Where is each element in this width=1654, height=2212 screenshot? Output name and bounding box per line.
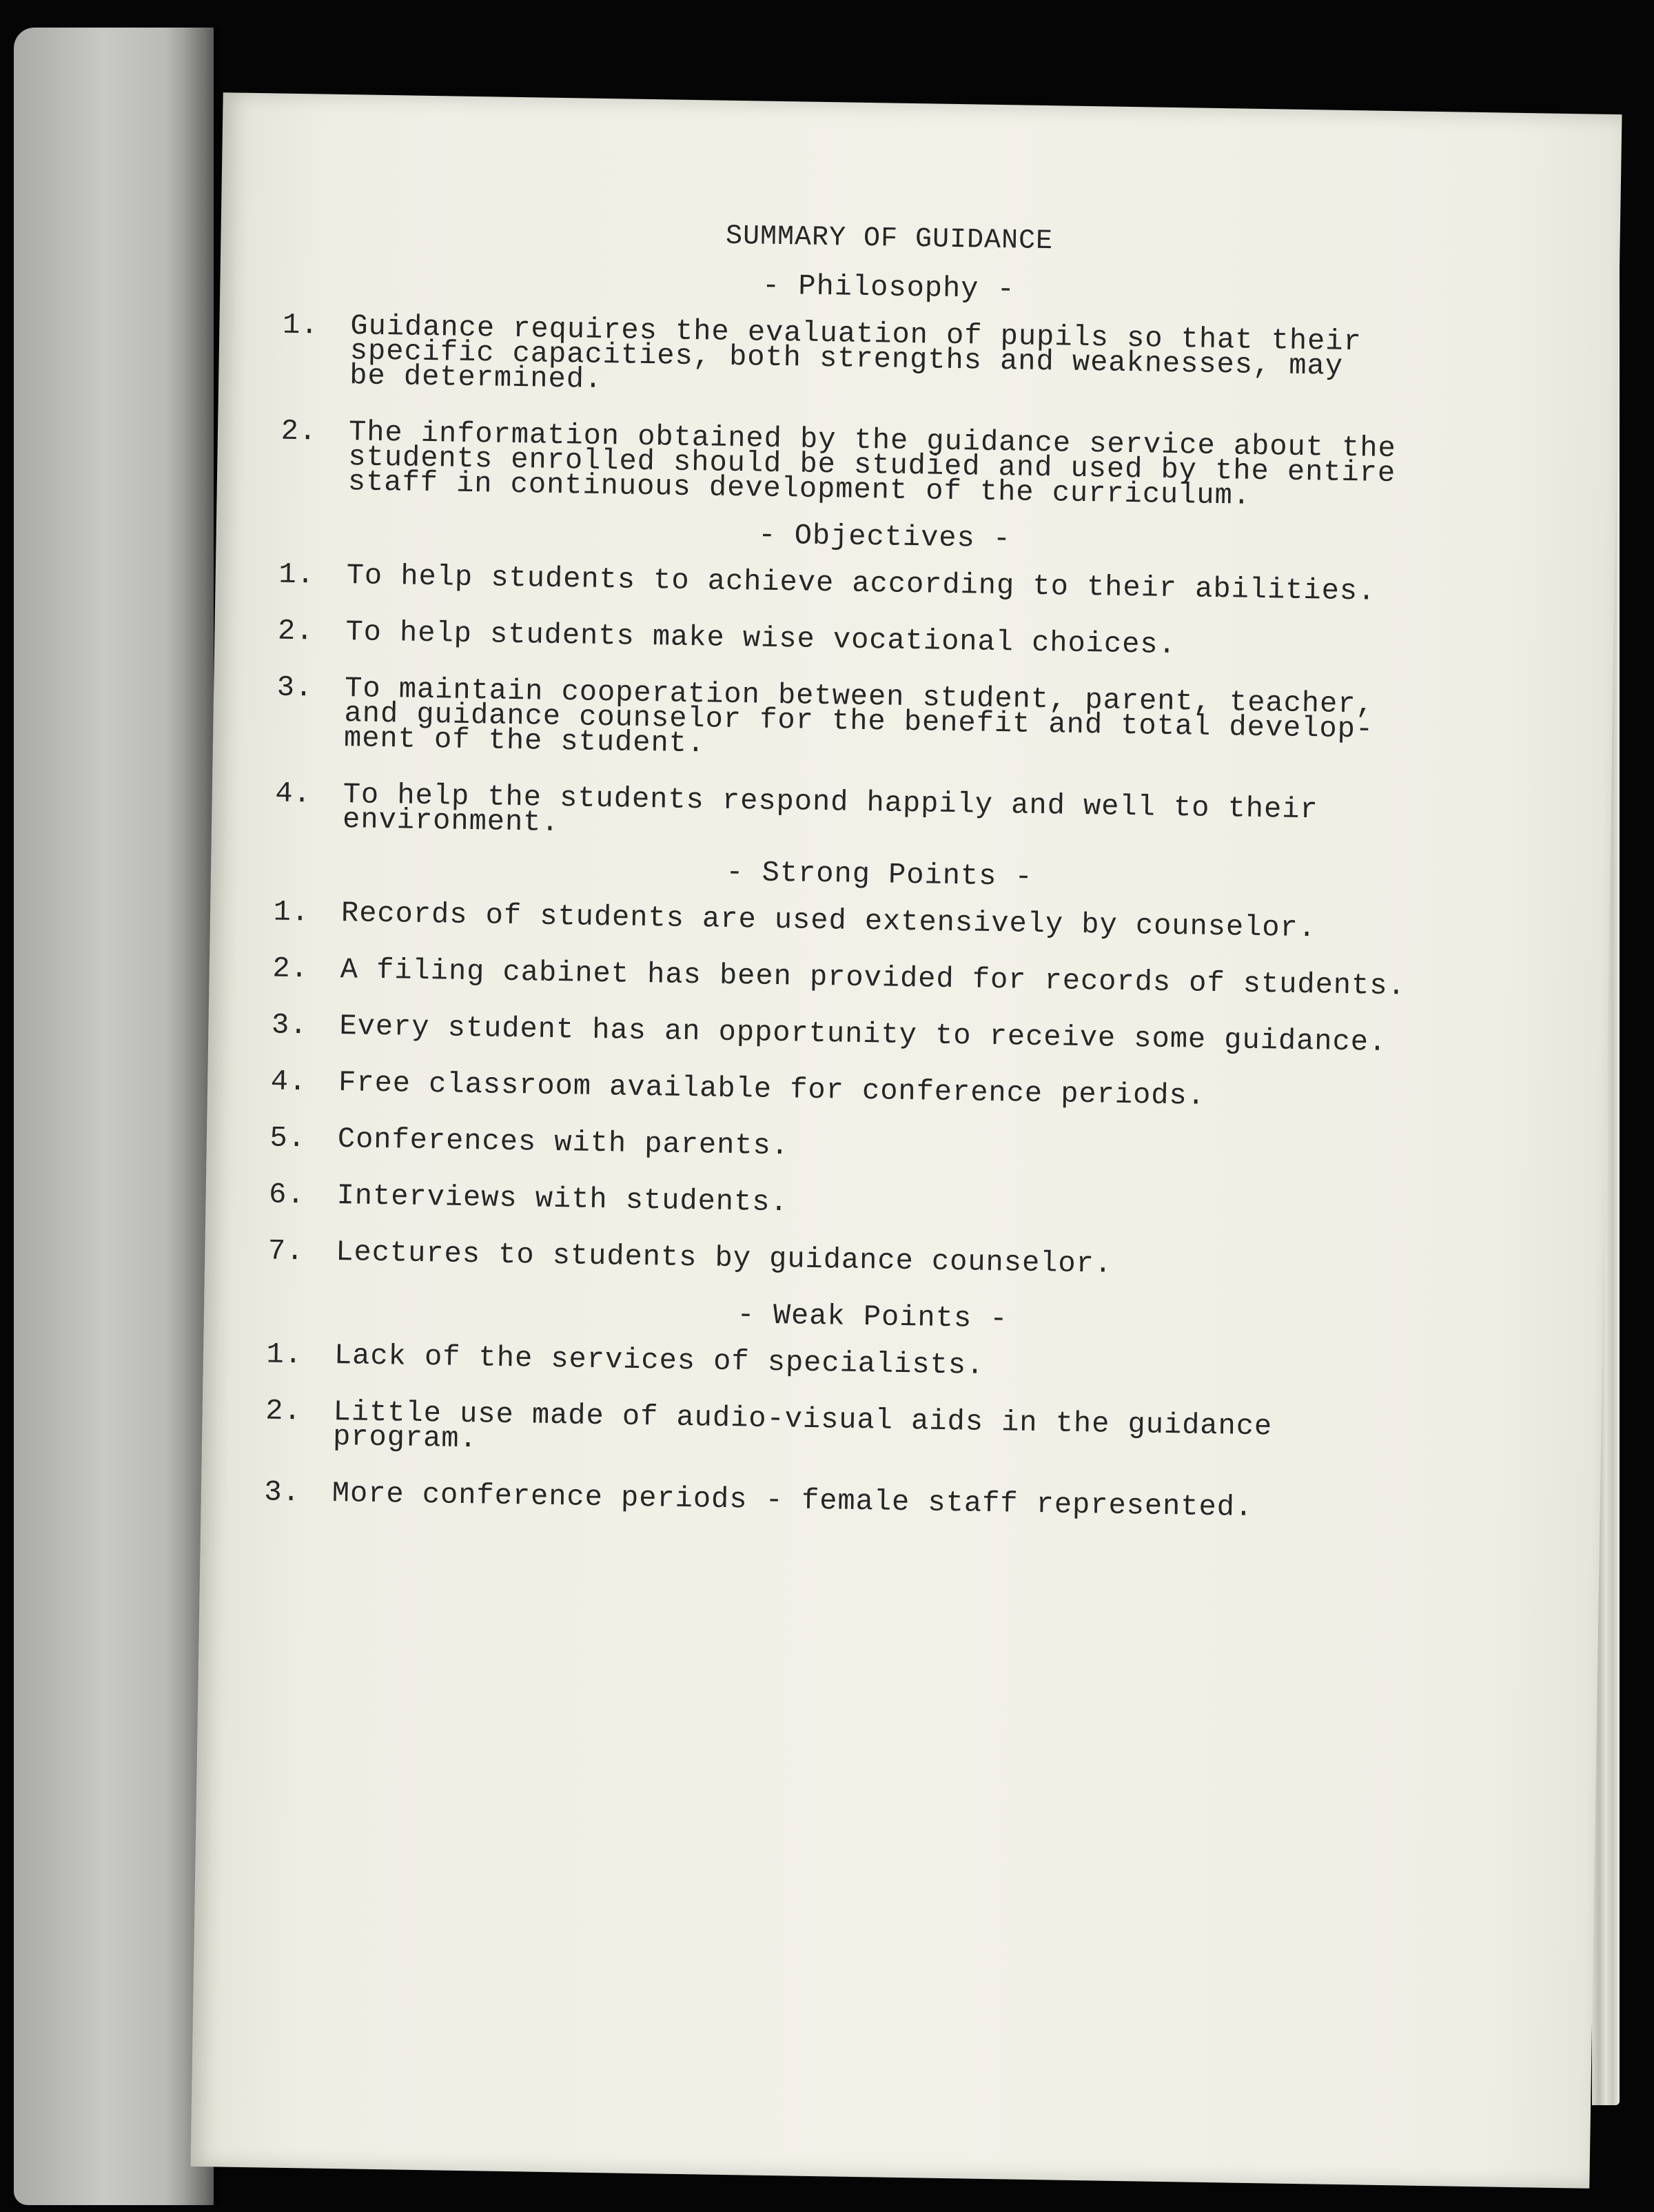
item-text: Guidance requires the evaluation of pupils so that their specific capacities, both strengths and weaknesses, may be determined.	[349, 309, 1362, 396]
item-number: 7.	[267, 1234, 305, 1269]
list-item	[254, 670, 1427, 768]
item-number: 1.	[266, 1338, 303, 1372]
list-item	[245, 1338, 1416, 1385]
item-number: 4.	[274, 777, 312, 811]
item-number: 1.	[282, 308, 319, 342]
list-item	[257, 557, 1429, 608]
list-item	[247, 1178, 1418, 1225]
list-item	[249, 1008, 1421, 1059]
item-number: 3.	[276, 670, 314, 705]
section-heading-strong-points: - Strong Points -	[725, 855, 1034, 894]
list-item	[249, 1065, 1420, 1113]
section-heading-weak-points: - Weak Points -	[737, 1298, 1008, 1336]
item-text: Every student has an opportunity to receive some guidance.	[339, 1010, 1387, 1059]
item-text: To help students make wise vocational choices.	[345, 615, 1177, 662]
item-text: Lectures to students by guidance counselor.	[335, 1236, 1113, 1281]
item-text: Little use made of audio-visual aids in the guidance program.	[332, 1395, 1273, 1456]
item-text: Lack of the services of specialists.	[334, 1339, 985, 1382]
list-item	[246, 1234, 1418, 1282]
typed-page	[190, 92, 1622, 2189]
item-number: 1.	[273, 895, 310, 930]
item-text: More conference periods - female staff represented.	[331, 1476, 1254, 1524]
list-item	[252, 895, 1423, 945]
item-text: Free classroom available for conference periods.	[338, 1066, 1206, 1113]
item-number: 2.	[277, 614, 314, 648]
item-number: 6.	[268, 1178, 306, 1212]
list-item	[256, 614, 1427, 662]
item-number: 3.	[264, 1475, 301, 1510]
list-item	[258, 414, 1431, 513]
item-number: 5.	[269, 1121, 307, 1156]
item-number: 2.	[265, 1394, 303, 1428]
list-item	[243, 1394, 1416, 1466]
item-text: A filing cabinet has been provided for records of students.	[340, 953, 1407, 1003]
item-text: The information obtained by the guidance service about the students enrolled should be studied and used by the entire staff in continuous development of the curriculum.	[347, 416, 1397, 513]
item-text: To help the students respond happily and well to their environment.	[342, 778, 1319, 840]
item-text: Conferences with parents.	[337, 1123, 790, 1163]
page-content	[242, 217, 1434, 1554]
item-text: Records of students are used extensively by counselor.	[340, 897, 1317, 945]
item-text: Interviews with students.	[336, 1179, 789, 1220]
document-title: SUMMARY OF GUIDANCE	[725, 221, 1054, 258]
list-item	[243, 1475, 1414, 1524]
item-number: 3.	[271, 1008, 308, 1043]
item-number: 2.	[280, 414, 318, 449]
list-item	[260, 308, 1432, 405]
item-number: 1.	[278, 557, 316, 592]
item-number: 4.	[270, 1065, 307, 1099]
list-item	[253, 777, 1425, 849]
item-text: To help students to achieve according to their abilities.	[346, 559, 1376, 608]
item-text: To maintain cooperation between student, parent, teacher, and guidance counselor for the benefit and total develop- ment of the student.	[343, 672, 1375, 761]
section-heading-objectives: - Objectives -	[757, 518, 1012, 556]
list-item	[251, 952, 1422, 1003]
section-heading-philosophy: - Philosophy -	[762, 269, 1016, 307]
item-number: 2.	[272, 952, 309, 986]
list-item	[248, 1121, 1420, 1169]
